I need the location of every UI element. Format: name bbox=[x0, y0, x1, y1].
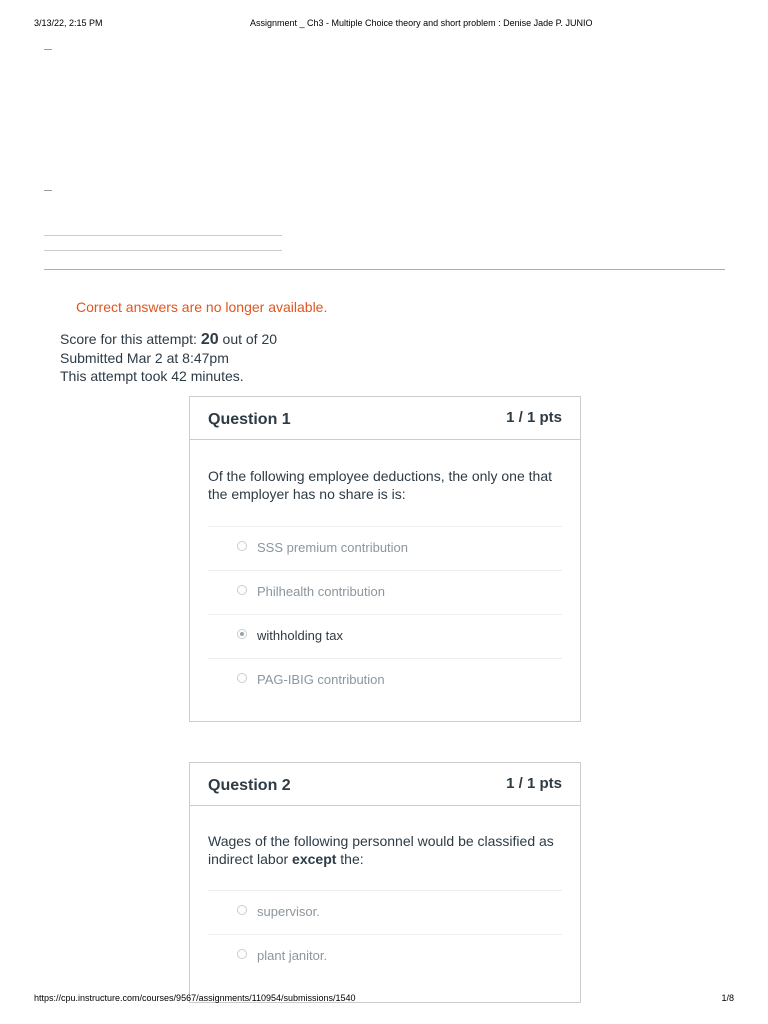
answer-option bbox=[208, 934, 562, 978]
score-line bbox=[60, 330, 277, 349]
placeholder-dash bbox=[44, 49, 52, 50]
answer-option bbox=[208, 890, 562, 934]
question-title: Question 1 bbox=[208, 411, 291, 428]
submitted-time: Submitted Mar 2 at 8:47pm bbox=[60, 350, 229, 366]
answer-option bbox=[208, 526, 562, 570]
attempt-duration: This attempt took 42 minutes. bbox=[60, 368, 244, 384]
print-date: 3/13/22, 2:15 PM bbox=[34, 18, 103, 28]
radio-button-selected bbox=[237, 629, 247, 639]
score-out-of: out of 20 bbox=[222, 331, 278, 347]
answer-label: Philhealth contribution bbox=[257, 584, 385, 599]
radio-button bbox=[237, 905, 247, 915]
question-title: Question 2 bbox=[208, 777, 291, 794]
answer-option bbox=[208, 658, 562, 702]
section-rule bbox=[44, 269, 725, 270]
print-footer bbox=[0, 993, 768, 1007]
score-label: Score for this attempt: bbox=[60, 331, 197, 347]
answer-label: SSS premium contribution bbox=[257, 540, 409, 555]
answer-label: plant janitor. bbox=[257, 948, 328, 963]
question-text-emphasis: except bbox=[292, 851, 337, 867]
radio-button bbox=[237, 949, 247, 959]
radio-button bbox=[237, 585, 247, 595]
answers-unavailable-notice: Correct answers are no longer available. bbox=[76, 299, 328, 315]
divider-line bbox=[44, 250, 282, 251]
answer-list bbox=[208, 890, 562, 978]
answer-label: PAG-IBIG contribution bbox=[257, 672, 385, 687]
question-points: 1 / 1 pts bbox=[506, 409, 562, 426]
radio-button bbox=[237, 541, 247, 551]
print-header bbox=[0, 18, 768, 32]
question-header bbox=[190, 397, 580, 440]
question-card bbox=[189, 396, 581, 722]
score-value: 20 bbox=[200, 331, 219, 348]
print-page-number: 1/8 bbox=[721, 993, 734, 1003]
question-text-end: the: bbox=[336, 851, 364, 867]
question-points: 1 / 1 pts bbox=[506, 775, 562, 792]
attempt-summary bbox=[60, 330, 277, 385]
answer-label: supervisor. bbox=[257, 904, 320, 919]
divider-line bbox=[44, 235, 282, 236]
answer-label: withholding tax bbox=[257, 628, 343, 643]
placeholder-dash bbox=[44, 190, 52, 191]
answer-option-selected bbox=[208, 614, 562, 658]
radio-button bbox=[237, 673, 247, 683]
question-header bbox=[190, 762, 580, 806]
answer-option bbox=[208, 570, 562, 614]
print-document-title: Assignment _ Ch3 - Multiple Choice theory and short problem : Denise Jade P. JUNIO bbox=[250, 18, 593, 28]
question-text-start: Wages of the following personnel would be classified as indirect labor bbox=[208, 833, 554, 867]
print-url: https://cpu.instructure.com/courses/9567/assignments/110954/submissions/1540 bbox=[34, 993, 356, 1003]
question-card bbox=[189, 762, 581, 1003]
question-text: Of the following employee deductions, the only one that the employer has no share is is: bbox=[208, 468, 552, 502]
answer-list bbox=[208, 526, 562, 702]
question-text bbox=[208, 832, 568, 868]
